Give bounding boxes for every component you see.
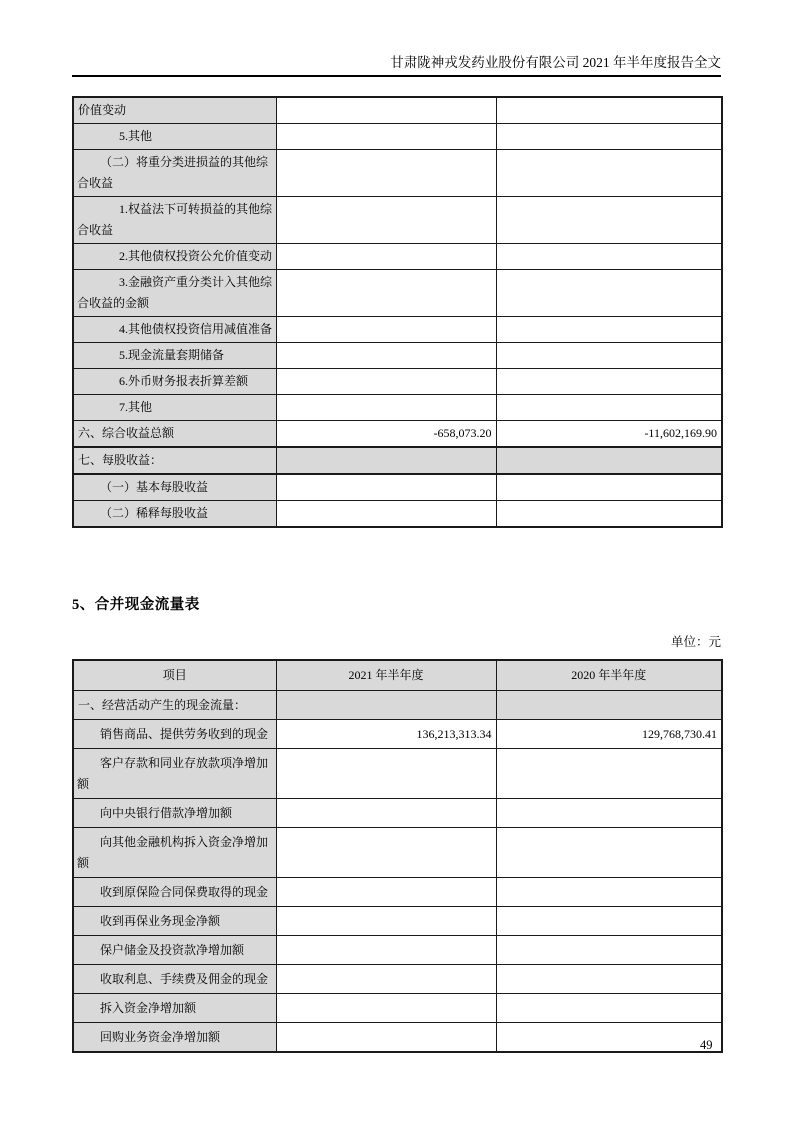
row-label: 销售商品、提供劳务收到的现金 [73, 720, 276, 749]
row-value-2020 [496, 474, 722, 501]
row-label: 2.其他债权投资公允价值变动 [73, 244, 276, 270]
row-label: 收到再保业务现金净额 [73, 907, 276, 936]
row-value-2021 [276, 799, 496, 828]
table-row [73, 244, 722, 270]
row-label: 向中央银行借款净增加额 [73, 799, 276, 828]
row-value-2020 [496, 691, 722, 720]
row-label: （二）将重分类进损益的其他综合收益 [73, 150, 276, 197]
row-value-2021 [276, 244, 496, 270]
row-value-2021: -658,073.20 [276, 421, 496, 448]
row-value-2020: -11,602,169.90 [496, 421, 722, 448]
table-row [73, 197, 722, 244]
row-value-2020: 129,768,730.41 [496, 720, 722, 749]
row-value-2020 [496, 749, 722, 799]
row-label: 6.外币财务报表折算差额 [73, 369, 276, 395]
row-value-2021 [276, 907, 496, 936]
row-value-2021 [276, 878, 496, 907]
row-value-2020 [496, 447, 722, 474]
unit-label: 单位：元 [670, 635, 721, 649]
row-label: 回购业务资金净增加额 [73, 1023, 276, 1053]
column-header: 项目 [73, 660, 276, 691]
table-row [73, 720, 722, 749]
row-value-2021 [276, 317, 496, 343]
row-label: 客户存款和同业存放款项净增加额 [73, 749, 276, 799]
row-label: 1.权益法下可转损益的其他综合收益 [73, 197, 276, 244]
table-row [73, 936, 722, 965]
row-value-2020 [496, 369, 722, 395]
row-value-2021 [276, 150, 496, 197]
cash-flow-table [72, 659, 723, 1053]
row-value-2020 [496, 828, 722, 878]
row-value-2020 [496, 994, 722, 1023]
row-value-2020 [496, 501, 722, 528]
row-value-2021 [276, 97, 496, 124]
table-row [73, 150, 722, 197]
row-label: 向其他金融机构拆入资金净增加额 [73, 828, 276, 878]
row-label: （二）稀释每股收益 [73, 501, 276, 528]
column-header: 2021 年半年度 [276, 660, 496, 691]
row-value-2020 [496, 343, 722, 369]
table-row [73, 97, 722, 124]
row-value-2021: 136,213,313.34 [276, 720, 496, 749]
row-label: 七、每股收益： [73, 447, 276, 474]
table-row [73, 965, 722, 994]
row-label: 收到原保险合同保费取得的现金 [73, 878, 276, 907]
row-value-2020 [496, 124, 722, 150]
table-row [73, 343, 722, 369]
table-row [73, 907, 722, 936]
row-value-2020 [496, 936, 722, 965]
row-value-2020 [496, 878, 722, 907]
row-value-2021 [276, 395, 496, 421]
table-row [73, 317, 722, 343]
row-value-2021 [276, 474, 496, 501]
row-label: 5.其他 [73, 124, 276, 150]
table-header-row [73, 660, 722, 691]
table-row [73, 124, 722, 150]
row-label: 拆入资金净增加额 [73, 994, 276, 1023]
row-value-2020 [496, 799, 722, 828]
row-value-2020 [496, 317, 722, 343]
table-row [73, 878, 722, 907]
table-row [73, 1023, 722, 1053]
row-value-2020 [496, 270, 722, 317]
table-row [73, 828, 722, 878]
table-row [73, 749, 722, 799]
row-value-2020 [496, 197, 722, 244]
row-label: 4.其他债权投资信用减值准备 [73, 317, 276, 343]
table-row [73, 501, 722, 528]
table-row [73, 994, 722, 1023]
row-value-2020 [496, 965, 722, 994]
row-value-2021 [276, 270, 496, 317]
row-value-2020 [496, 244, 722, 270]
row-value-2021 [276, 1023, 496, 1053]
row-value-2021 [276, 501, 496, 528]
row-value-2021 [276, 749, 496, 799]
row-value-2021 [276, 828, 496, 878]
row-value-2021 [276, 994, 496, 1023]
row-label: 六、综合收益总额 [73, 421, 276, 448]
row-value-2020 [496, 395, 722, 421]
row-label: 一、经营活动产生的现金流量： [73, 691, 276, 720]
comprehensive-income-table [72, 96, 723, 528]
section-heading: 5、合并现金流量表 [72, 597, 200, 613]
row-label: 收取利息、手续费及佣金的现金 [73, 965, 276, 994]
row-value-2020 [496, 97, 722, 124]
page-number: 49 [700, 1038, 713, 1052]
row-value-2020 [496, 907, 722, 936]
row-label: 保户储金及投资款净增加额 [73, 936, 276, 965]
table-row [73, 691, 722, 720]
table-row [73, 369, 722, 395]
row-label: （一）基本每股收益 [73, 474, 276, 501]
row-label: 5.现金流量套期储备 [73, 343, 276, 369]
row-value-2021 [276, 197, 496, 244]
row-value-2021 [276, 965, 496, 994]
table-row [73, 447, 722, 474]
column-header: 2020 年半年度 [496, 660, 722, 691]
table-row [73, 270, 722, 317]
row-value-2020 [496, 150, 722, 197]
row-value-2021 [276, 936, 496, 965]
header-title: 甘肃陇神戎发药业股份有限公司 2021 年半年度报告全文 [390, 55, 721, 70]
table-row [73, 395, 722, 421]
report-header [72, 54, 721, 77]
row-value-2021 [276, 447, 496, 474]
row-value-2021 [276, 691, 496, 720]
row-value-2021 [276, 124, 496, 150]
row-label: 3.金融资产重分类计入其他综合收益的金额 [73, 270, 276, 317]
row-label: 7.其他 [73, 395, 276, 421]
row-value-2021 [276, 343, 496, 369]
table-row [73, 474, 722, 501]
row-value-2021 [276, 369, 496, 395]
row-value-2020 [496, 1023, 722, 1053]
table-row [73, 421, 722, 448]
row-label: 价值变动 [73, 97, 276, 124]
table-row [73, 799, 722, 828]
